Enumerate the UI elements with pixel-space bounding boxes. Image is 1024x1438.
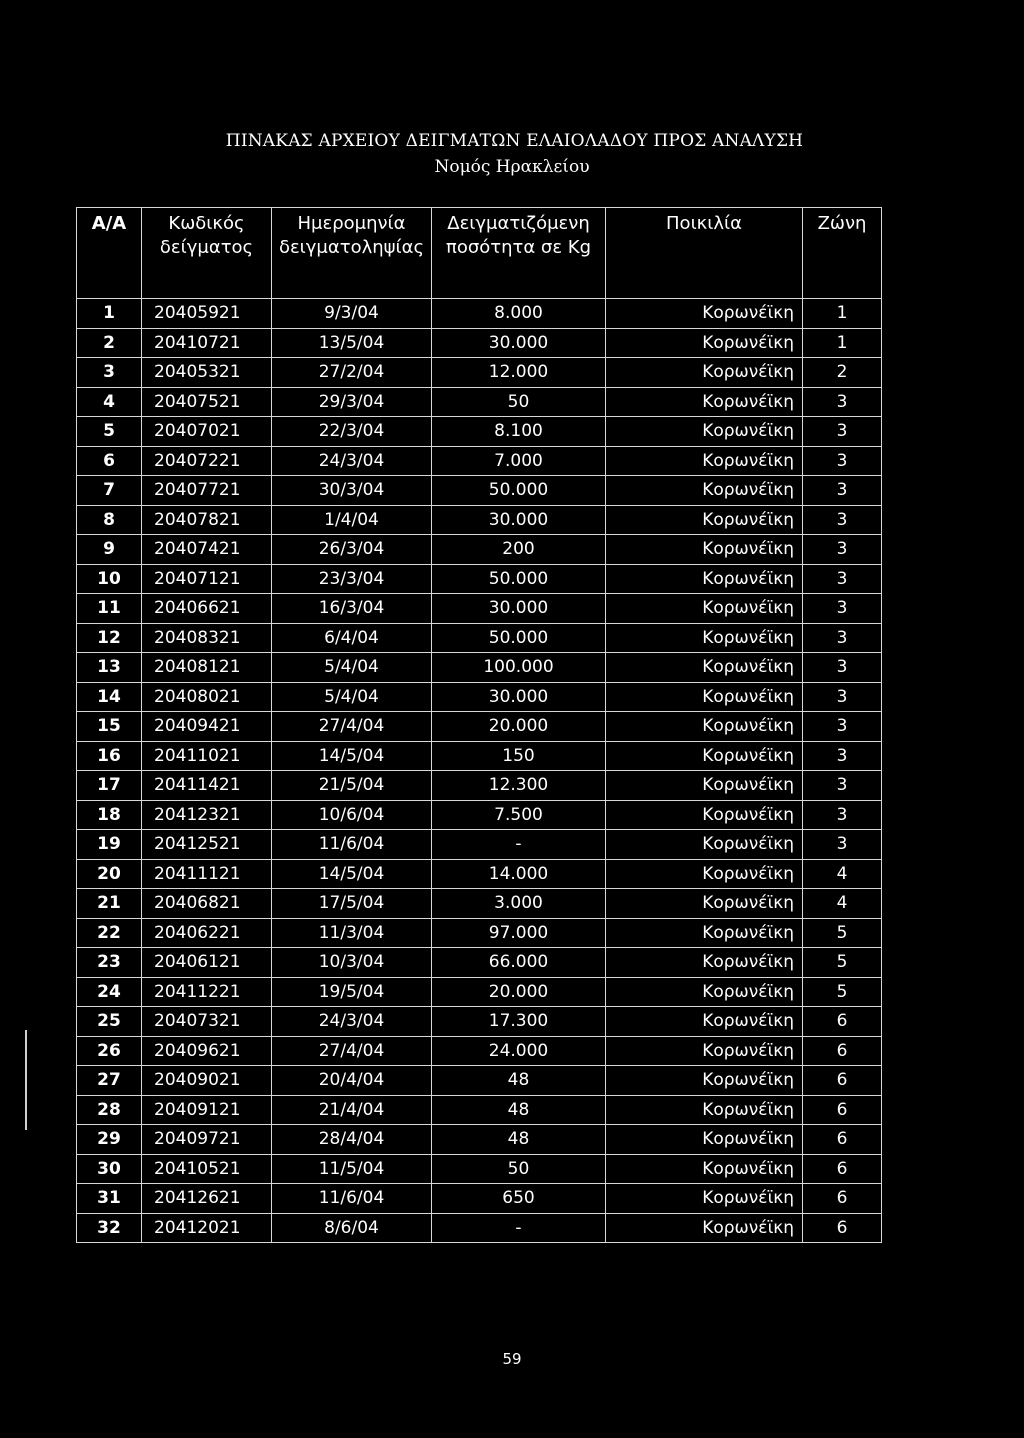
row-number-cell: 21 <box>77 889 142 919</box>
zone-cell: 6 <box>803 1213 882 1243</box>
zone-cell: 6 <box>803 1066 882 1096</box>
table-row <box>77 417 882 447</box>
zone-cell: 5 <box>803 918 882 948</box>
variety-cell: Κορωνέϊκη <box>606 771 803 801</box>
quantity-cell: 30.000 <box>432 594 606 624</box>
quantity-cell: 150 <box>432 741 606 771</box>
row-number-cell: 29 <box>77 1125 142 1155</box>
quantity-cell: - <box>432 830 606 860</box>
quantity-cell: 30.000 <box>432 328 606 358</box>
table-row <box>77 535 882 565</box>
sampling-date-cell: 8/6/04 <box>272 1213 432 1243</box>
sample-code-cell: 20411221 <box>142 977 272 1007</box>
zone-cell: 3 <box>803 771 882 801</box>
variety-cell: Κορωνέϊκη <box>606 682 803 712</box>
sampling-date-cell: 28/4/04 <box>272 1125 432 1155</box>
zone-cell: 6 <box>803 1036 882 1066</box>
sampling-date-cell: 5/4/04 <box>272 682 432 712</box>
sampling-date-cell: 24/3/04 <box>272 446 432 476</box>
zone-cell: 3 <box>803 387 882 417</box>
variety-cell: Κορωνέϊκη <box>606 918 803 948</box>
quantity-cell: 97.000 <box>432 918 606 948</box>
table-row <box>77 918 882 948</box>
variety-cell: Κορωνέϊκη <box>606 1095 803 1125</box>
sampling-date-cell: 9/3/04 <box>272 299 432 329</box>
quantity-cell: 20.000 <box>432 712 606 742</box>
table-body <box>77 299 882 1243</box>
row-number-cell: 30 <box>77 1154 142 1184</box>
row-number-cell: 20 <box>77 859 142 889</box>
variety-cell: Κορωνέϊκη <box>606 594 803 624</box>
zone-cell: 3 <box>803 653 882 683</box>
variety-cell: Κορωνέϊκη <box>606 1066 803 1096</box>
row-number-cell: 9 <box>77 535 142 565</box>
row-number-cell: 16 <box>77 741 142 771</box>
sample-code-cell: 20411121 <box>142 859 272 889</box>
sample-code-cell: 20406821 <box>142 889 272 919</box>
table-header-row <box>77 208 882 299</box>
sample-code-cell: 20409021 <box>142 1066 272 1096</box>
sample-code-cell: 20406221 <box>142 918 272 948</box>
variety-cell: Κορωνέϊκη <box>606 948 803 978</box>
quantity-cell: 7.500 <box>432 800 606 830</box>
variety-cell: Κορωνέϊκη <box>606 741 803 771</box>
variety-cell: Κορωνέϊκη <box>606 1007 803 1037</box>
row-number-cell: 8 <box>77 505 142 535</box>
header-quantity: Δειγματιζόμενη ποσότητα σε Kg <box>432 208 606 299</box>
sample-code-cell: 20408321 <box>142 623 272 653</box>
sample-code-cell: 20412021 <box>142 1213 272 1243</box>
sampling-date-cell: 11/3/04 <box>272 918 432 948</box>
header-sample-code: Κωδικός δείγματος <box>142 208 272 299</box>
row-number-cell: 4 <box>77 387 142 417</box>
zone-cell: 3 <box>803 535 882 565</box>
zone-cell: 6 <box>803 1125 882 1155</box>
sampling-date-cell: 24/3/04 <box>272 1007 432 1037</box>
samples-table <box>76 207 882 1243</box>
zone-cell: 3 <box>803 476 882 506</box>
quantity-cell: 50 <box>432 1154 606 1184</box>
quantity-cell: 24.000 <box>432 1036 606 1066</box>
row-number-cell: 5 <box>77 417 142 447</box>
zone-cell: 3 <box>803 712 882 742</box>
table-row <box>77 771 882 801</box>
table-row <box>77 1154 882 1184</box>
sampling-date-cell: 11/6/04 <box>272 830 432 860</box>
quantity-cell: 20.000 <box>432 977 606 1007</box>
variety-cell: Κορωνέϊκη <box>606 387 803 417</box>
quantity-cell: 30.000 <box>432 505 606 535</box>
table-row <box>77 889 882 919</box>
row-number-cell: 12 <box>77 623 142 653</box>
sample-code-cell: 20409621 <box>142 1036 272 1066</box>
table-row <box>77 299 882 329</box>
sample-code-cell: 20407321 <box>142 1007 272 1037</box>
zone-cell: 3 <box>803 564 882 594</box>
table-row <box>77 594 882 624</box>
variety-cell: Κορωνέϊκη <box>606 417 803 447</box>
variety-cell: Κορωνέϊκη <box>606 830 803 860</box>
row-number-cell: 22 <box>77 918 142 948</box>
zone-cell: 6 <box>803 1184 882 1214</box>
variety-cell: Κορωνέϊκη <box>606 889 803 919</box>
sample-code-cell: 20412621 <box>142 1184 272 1214</box>
quantity-cell: 50.000 <box>432 623 606 653</box>
table-row <box>77 358 882 388</box>
table-row <box>77 387 882 417</box>
zone-cell: 3 <box>803 830 882 860</box>
variety-cell: Κορωνέϊκη <box>606 859 803 889</box>
sampling-date-cell: 29/3/04 <box>272 387 432 417</box>
quantity-cell: 200 <box>432 535 606 565</box>
table-row <box>77 948 882 978</box>
row-number-cell: 18 <box>77 800 142 830</box>
sampling-date-cell: 21/5/04 <box>272 771 432 801</box>
table-row <box>77 682 882 712</box>
sampling-date-cell: 11/5/04 <box>272 1154 432 1184</box>
sample-code-cell: 20407121 <box>142 564 272 594</box>
table-row <box>77 1095 882 1125</box>
sample-code-cell: 20406121 <box>142 948 272 978</box>
variety-cell: Κορωνέϊκη <box>606 1036 803 1066</box>
sample-code-cell: 20407821 <box>142 505 272 535</box>
variety-cell: Κορωνέϊκη <box>606 800 803 830</box>
table-row <box>77 1184 882 1214</box>
sampling-date-cell: 10/3/04 <box>272 948 432 978</box>
sample-code-cell: 20405921 <box>142 299 272 329</box>
variety-cell: Κορωνέϊκη <box>606 505 803 535</box>
sample-code-cell: 20411021 <box>142 741 272 771</box>
quantity-cell: 12.300 <box>432 771 606 801</box>
table-row <box>77 623 882 653</box>
title-line-2: Νομός Ηρακλείου <box>434 157 590 177</box>
table-row <box>77 1213 882 1243</box>
row-number-cell: 27 <box>77 1066 142 1096</box>
row-number-cell: 1 <box>77 299 142 329</box>
sample-code-cell: 20410521 <box>142 1154 272 1184</box>
table-row <box>77 1066 882 1096</box>
sample-code-cell: 20408121 <box>142 653 272 683</box>
sampling-date-cell: 5/4/04 <box>272 653 432 683</box>
sample-code-cell: 20408021 <box>142 682 272 712</box>
row-number-cell: 31 <box>77 1184 142 1214</box>
zone-cell: 3 <box>803 505 882 535</box>
quantity-cell: 12.000 <box>432 358 606 388</box>
row-number-cell: 23 <box>77 948 142 978</box>
variety-cell: Κορωνέϊκη <box>606 564 803 594</box>
header-aa: Α/Α <box>77 208 142 299</box>
zone-cell: 3 <box>803 741 882 771</box>
sampling-date-cell: 20/4/04 <box>272 1066 432 1096</box>
sample-code-cell: 20406621 <box>142 594 272 624</box>
row-number-cell: 26 <box>77 1036 142 1066</box>
table-row <box>77 446 882 476</box>
zone-cell: 2 <box>803 358 882 388</box>
row-number-cell: 11 <box>77 594 142 624</box>
zone-cell: 3 <box>803 800 882 830</box>
variety-cell: Κορωνέϊκη <box>606 977 803 1007</box>
table-row <box>77 505 882 535</box>
sample-code-cell: 20407021 <box>142 417 272 447</box>
row-number-cell: 2 <box>77 328 142 358</box>
sample-code-cell: 20407421 <box>142 535 272 565</box>
table-row <box>77 653 882 683</box>
table-row <box>77 741 882 771</box>
zone-cell: 3 <box>803 417 882 447</box>
row-number-cell: 6 <box>77 446 142 476</box>
sampling-date-cell: 14/5/04 <box>272 741 432 771</box>
zone-cell: 5 <box>803 948 882 978</box>
quantity-cell: 650 <box>432 1184 606 1214</box>
sampling-date-cell: 19/5/04 <box>272 977 432 1007</box>
sample-code-cell: 20407221 <box>142 446 272 476</box>
sampling-date-cell: 27/4/04 <box>272 712 432 742</box>
zone-cell: 6 <box>803 1007 882 1037</box>
row-number-cell: 25 <box>77 1007 142 1037</box>
sampling-date-cell: 1/4/04 <box>272 505 432 535</box>
variety-cell: Κορωνέϊκη <box>606 1125 803 1155</box>
quantity-cell: 30.000 <box>432 682 606 712</box>
row-number-cell: 15 <box>77 712 142 742</box>
header-zone: Ζώνη <box>803 208 882 299</box>
sampling-date-cell: 27/2/04 <box>272 358 432 388</box>
quantity-cell: 66.000 <box>432 948 606 978</box>
quantity-cell: 7.000 <box>432 446 606 476</box>
sampling-date-cell: 30/3/04 <box>272 476 432 506</box>
variety-cell: Κορωνέϊκη <box>606 299 803 329</box>
row-number-cell: 14 <box>77 682 142 712</box>
table-row <box>77 712 882 742</box>
variety-cell: Κορωνέϊκη <box>606 1213 803 1243</box>
quantity-cell: 48 <box>432 1066 606 1096</box>
quantity-cell: 50.000 <box>432 476 606 506</box>
zone-cell: 1 <box>803 328 882 358</box>
variety-cell: Κορωνέϊκη <box>606 712 803 742</box>
table-row <box>77 328 882 358</box>
sample-code-cell: 20407721 <box>142 476 272 506</box>
quantity-cell: 17.300 <box>432 1007 606 1037</box>
quantity-cell: 50.000 <box>432 564 606 594</box>
zone-cell: 4 <box>803 889 882 919</box>
sample-code-cell: 20409121 <box>142 1095 272 1125</box>
sample-code-cell: 20412521 <box>142 830 272 860</box>
sampling-date-cell: 6/4/04 <box>272 623 432 653</box>
zone-cell: 4 <box>803 859 882 889</box>
quantity-cell: 3.000 <box>432 889 606 919</box>
zone-cell: 1 <box>803 299 882 329</box>
quantity-cell: 100.000 <box>432 653 606 683</box>
variety-cell: Κορωνέϊκη <box>606 446 803 476</box>
table-row <box>77 830 882 860</box>
quantity-cell: 50 <box>432 387 606 417</box>
row-number-cell: 17 <box>77 771 142 801</box>
sampling-date-cell: 14/5/04 <box>272 859 432 889</box>
table-row <box>77 564 882 594</box>
row-number-cell: 19 <box>77 830 142 860</box>
sampling-date-cell: 23/3/04 <box>272 564 432 594</box>
variety-cell: Κορωνέϊκη <box>606 328 803 358</box>
zone-cell: 6 <box>803 1095 882 1125</box>
row-number-cell: 13 <box>77 653 142 683</box>
sampling-date-cell: 11/6/04 <box>272 1184 432 1214</box>
table-row <box>77 977 882 1007</box>
row-number-cell: 10 <box>77 564 142 594</box>
sample-code-cell: 20410721 <box>142 328 272 358</box>
row-number-cell: 24 <box>77 977 142 1007</box>
sampling-date-cell: 27/4/04 <box>272 1036 432 1066</box>
quantity-cell: 14.000 <box>432 859 606 889</box>
quantity-cell: 48 <box>432 1095 606 1125</box>
variety-cell: Κορωνέϊκη <box>606 1184 803 1214</box>
sample-code-cell: 20405321 <box>142 358 272 388</box>
zone-cell: 5 <box>803 977 882 1007</box>
sampling-date-cell: 22/3/04 <box>272 417 432 447</box>
sample-code-cell: 20409421 <box>142 712 272 742</box>
sampling-date-cell: 17/5/04 <box>272 889 432 919</box>
quantity-cell: 8.100 <box>432 417 606 447</box>
zone-cell: 6 <box>803 1154 882 1184</box>
sampling-date-cell: 26/3/04 <box>272 535 432 565</box>
variety-cell: Κορωνέϊκη <box>606 358 803 388</box>
zone-cell: 3 <box>803 446 882 476</box>
sample-code-cell: 20412321 <box>142 800 272 830</box>
sampling-date-cell: 13/5/04 <box>272 328 432 358</box>
document-title <box>0 128 1024 180</box>
quantity-cell: 8.000 <box>432 299 606 329</box>
row-number-cell: 7 <box>77 476 142 506</box>
title-line-1: ΠΙΝΑΚΑΣ ΑΡΧΕΙΟΥ ΔΕΙΓΜΑΤΩΝ ΕΛΑΙΟΛΑΔΟΥ ΠΡΟΣ ΑΝΑΛΥΣΗ <box>225 131 804 151</box>
sample-code-cell: 20409721 <box>142 1125 272 1155</box>
table-row <box>77 1125 882 1155</box>
variety-cell: Κορωνέϊκη <box>606 1154 803 1184</box>
variety-cell: Κορωνέϊκη <box>606 476 803 506</box>
variety-cell: Κορωνέϊκη <box>606 535 803 565</box>
quantity-cell: 48 <box>432 1125 606 1155</box>
variety-cell: Κορωνέϊκη <box>606 653 803 683</box>
table-row <box>77 800 882 830</box>
variety-cell: Κορωνέϊκη <box>606 623 803 653</box>
sampling-date-cell: 16/3/04 <box>272 594 432 624</box>
table-row <box>77 1036 882 1066</box>
table-row <box>77 859 882 889</box>
sampling-date-cell: 21/4/04 <box>272 1095 432 1125</box>
zone-cell: 3 <box>803 682 882 712</box>
page-number: 59 <box>502 1350 522 1368</box>
row-number-cell: 32 <box>77 1213 142 1243</box>
sampling-date-cell: 10/6/04 <box>272 800 432 830</box>
header-sampling-date: Ημερομηνία δειγματοληψίας <box>272 208 432 299</box>
sample-code-cell: 20411421 <box>142 771 272 801</box>
table-row <box>77 1007 882 1037</box>
sample-code-cell: 20407521 <box>142 387 272 417</box>
zone-cell: 3 <box>803 594 882 624</box>
row-number-cell: 3 <box>77 358 142 388</box>
table-row <box>77 476 882 506</box>
row-number-cell: 28 <box>77 1095 142 1125</box>
margin-line <box>25 1030 27 1130</box>
quantity-cell: - <box>432 1213 606 1243</box>
header-variety: Ποικιλία <box>606 208 803 299</box>
zone-cell: 3 <box>803 623 882 653</box>
